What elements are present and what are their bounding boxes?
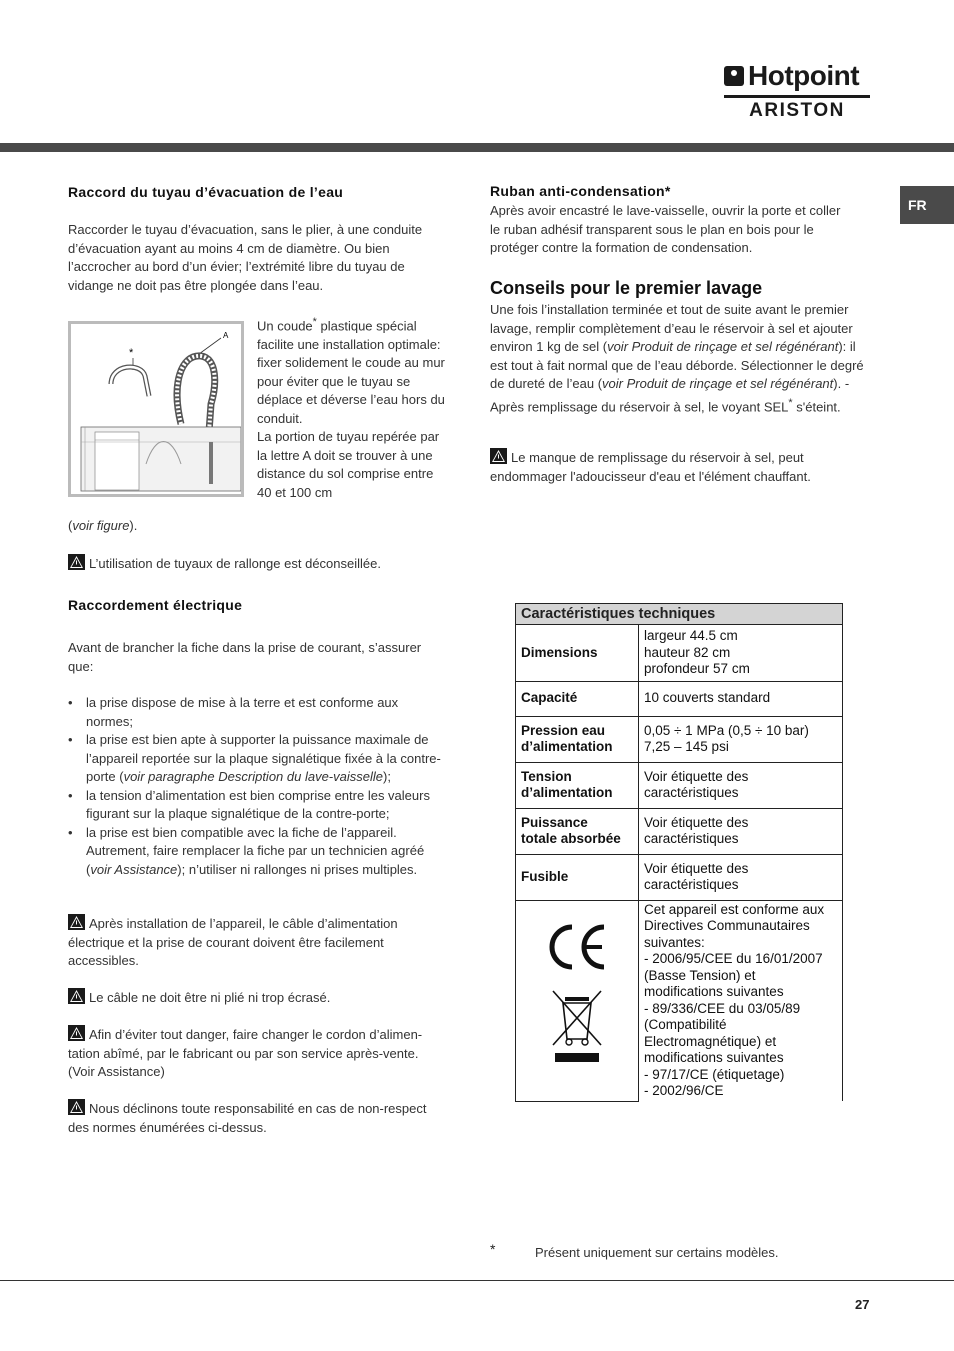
logo-mark-icon	[724, 66, 744, 86]
spec-key-voltage: Tension d’alimentation	[516, 762, 639, 808]
warning-salt: Le manque de remplissage du réservoir à sel, peut endommager l'adoucisseur d'eau et l'élément chauffant.	[490, 450, 811, 484]
spec-key-power: Puissance totale absorbée	[516, 808, 639, 854]
warning-accessible-plug: Après installation de l’appareil, le câble d’alimentation électrique et la prise de courant doivent être facilement accessibles.	[68, 916, 398, 968]
spec-value-capacity: 10 couverts standard	[639, 681, 843, 716]
figure-label-star: *	[129, 347, 134, 359]
spec-value-power: Voir étiquette des caractéristiques	[639, 808, 843, 854]
table-row	[516, 762, 843, 808]
weee-bin-icon	[547, 987, 607, 1067]
directives-text: Cet appareil est conforme aux Directives Communautaires suivantes: - 2006/95/CEE du 16/01/2007 (Basse Tension) et modifications suivantes - 89/336/CEE du 03/05/89 (Compatibilité Electromagnétique) et modifications suivantes - 97/17/CE (étiquetage) - 2002/96/CE	[639, 900, 843, 1101]
drain-hose-figure	[68, 321, 244, 497]
section-heading-first-wash: Conseils pour le premier lavage	[490, 278, 763, 298]
table-row	[516, 716, 843, 762]
warning-liability: Nous déclinons toute responsabilité en cas de non-respect des normes énumérées ci-dessus.	[68, 1101, 427, 1135]
warning-damaged-cord: Afin d’éviter tout danger, faire changer le cordon d’alimen-tation abîmé, par le fabricant ou par son service après-vente. (Voir Assistance)	[68, 1027, 423, 1079]
spec-value-pressure: 0,05 ÷ 1 MPa (0,5 ÷ 10 bar) 7,25 – 145 psi	[639, 716, 843, 762]
first-wash-paragraph: Une fois l’installation terminée et tout de suite avant le premier lavage, remplir complètement d’eau le réservoir à sel et ajouter environ 1 kg de sel (voir Produit de rinçage et sel régénérant): il est tout à fait normal que de l’eau déborde. Sélectionner le degré de dureté de l’eau (voir Produit de rinçage et sel régénérant). - Après remplissage du réservoir à sel, le voyant SEL* s'éteint.	[490, 302, 864, 414]
brand-logo	[724, 60, 870, 122]
figure-caption: Un coude* plastique spécial facilite une installation optimale: fixer solidement le coude au mur pour éviter que le tuyau se déplace et déverse l’eau hors du conduit. La portion de tuyau repérée par la lettre A doit se trouver à une distance du sol comprise entre 40 et 100 cm	[257, 316, 445, 500]
section-heading-drain: Raccord du tuyau d’évacuation de l’eau	[68, 184, 344, 200]
drain-paragraph: Raccorder le tuyau d’évacuation, sans le plier, à une conduite d’évacuation ayant au moins 4 cm de diamètre. Ou bien l’accrocher au bord d’un évier; l’extrémité libre du tuyau de vidange ne doit pas être plongée dans l’eau.	[68, 222, 423, 293]
warning-icon	[68, 914, 85, 930]
spec-key-fuse: Fusible	[516, 854, 639, 900]
table-row	[516, 808, 843, 854]
footnote-text: Présent uniquement sur certains modèles.	[535, 1245, 779, 1260]
warning-extension-hose: L’utilisation de tuyaux de rallonge est déconseillée.	[68, 554, 448, 574]
electrical-intro: Avant de brancher la fiche dans la prise de courant, s’assurer que:	[68, 640, 422, 674]
ce-mark-icon	[542, 917, 612, 977]
page-number: 27	[855, 1297, 870, 1312]
list-item: • la prise dispose de mise à la terre et est conforme aux normes;	[68, 694, 446, 731]
drain-hose-illustration	[71, 324, 241, 494]
table-row	[516, 681, 843, 716]
spec-key-dimensions: Dimensions	[516, 625, 639, 681]
warning-icon	[68, 554, 85, 570]
warning-cable-bend: Le câble ne doit être ni plié ni trop écrasé.	[68, 988, 448, 1008]
section-heading-electrical: Raccordement électrique	[68, 597, 243, 613]
list-item: • la tension d’alimentation est bien comprise entre les valeurs figurant sur la plaque signalétique de la contre-porte;	[68, 787, 446, 824]
footer-rule	[0, 1280, 954, 1281]
footnote-star: *	[490, 1241, 496, 1257]
logo-brand: Hotpoint	[748, 60, 860, 91]
figure-label-a: A	[223, 331, 229, 340]
compliance-marks	[516, 900, 639, 1101]
spec-key-capacity: Capacité	[516, 681, 639, 716]
language-tab: FR	[900, 186, 954, 224]
warning-icon	[68, 1099, 85, 1115]
condensation-paragraph: Après avoir encastré le lave-vaisselle, ouvrir la porte et coller le ruban adhésif transparent sous le plan en bois pour le protéger contre la formation de condensation.	[490, 203, 841, 255]
warning-icon	[68, 988, 85, 1004]
warning-icon	[490, 448, 507, 464]
list-item: • la prise est bien apte à supporter la puissance maximale de l’appareil reportée sur la plaque signalétique fixée à la contre-porte (voir paragraphe Description du lave-vaisselle);	[68, 731, 446, 787]
spec-value-fuse: Voir étiquette des caractéristiques	[639, 854, 843, 900]
spec-value-dimensions: largeur 44.5 cm hauteur 82 cm profondeur 57 cm	[644, 628, 750, 676]
figure-reference: (voir figure).	[68, 518, 138, 533]
header-bar	[0, 143, 954, 152]
spec-value-voltage: Voir étiquette des caractéristiques	[639, 762, 843, 808]
section-heading-condensation: Ruban anti-condensation*	[490, 183, 671, 199]
spec-table	[515, 603, 843, 1102]
spec-key-pressure: Pression eau d’alimentation	[516, 716, 639, 762]
list-item: • la prise est bien compatible avec la fiche de l’appareil. Autrement, faire remplacer la fiche par un technicien agréé (voir Assistance); n’utiliser ni rallonges ni prises multiples.	[68, 824, 446, 880]
table-row	[516, 900, 843, 1101]
warning-icon	[68, 1025, 85, 1041]
table-row	[516, 625, 843, 681]
logo-sub: ARISTON	[749, 100, 845, 121]
table-row	[516, 854, 843, 900]
electrical-checklist	[68, 694, 446, 879]
spec-table-title: Caractéristiques techniques	[515, 603, 843, 625]
